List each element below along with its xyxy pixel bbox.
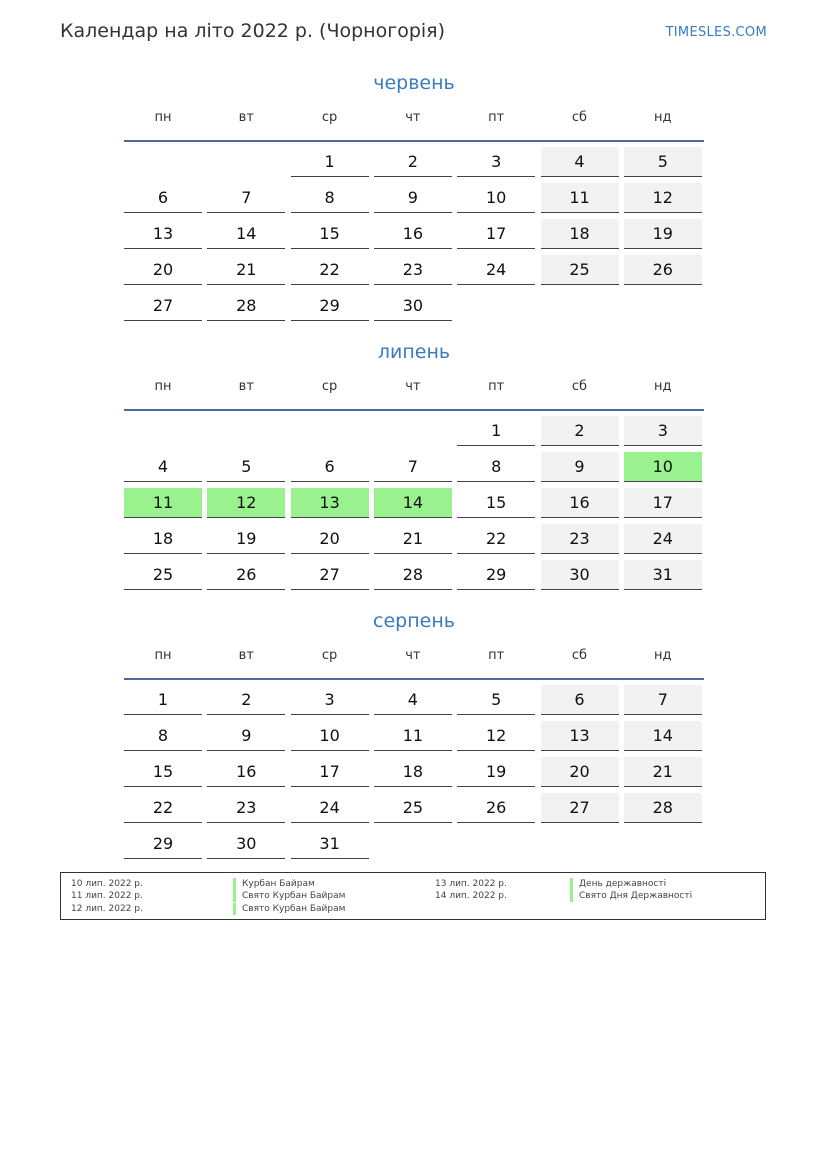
day-cell: 21 — [624, 757, 702, 787]
day-cell: 17 — [291, 757, 369, 787]
day-cell: 12 — [624, 183, 702, 213]
day-cell: 14 — [624, 721, 702, 751]
day-cell: 9 — [374, 183, 452, 213]
weekday-label: ср — [321, 379, 338, 394]
day-cell: 9 — [541, 452, 619, 482]
weekday-label: сб — [571, 110, 588, 125]
month-title: липень — [377, 341, 451, 363]
day-cell: 12 — [207, 488, 285, 518]
legend-holiday-name: Свято Курбан Байрам — [233, 890, 345, 902]
legend-date: 14 лип. 2022 р. — [435, 891, 507, 901]
day-cell: 21 — [207, 255, 285, 285]
day-cell: 8 — [291, 183, 369, 213]
day-cell: 30 — [374, 291, 452, 321]
day-cell: 12 — [457, 721, 535, 751]
day-cell: 15 — [124, 757, 202, 787]
day-cell: 19 — [207, 524, 285, 554]
day-cell: 13 — [291, 488, 369, 518]
day-cell: 26 — [457, 793, 535, 823]
day-cell: 31 — [624, 560, 702, 590]
weekday-header — [124, 106, 704, 142]
weekday-label: сб — [571, 648, 588, 663]
day-cell: 8 — [457, 452, 535, 482]
day-cell: 26 — [207, 560, 285, 590]
day-cell: 17 — [457, 219, 535, 249]
weekday-label: пт — [488, 379, 505, 394]
day-cell: 4 — [124, 452, 202, 482]
day-cell: 28 — [374, 560, 452, 590]
day-cell: 27 — [124, 291, 202, 321]
weekday-label: сб — [571, 379, 588, 394]
day-cell: 20 — [124, 255, 202, 285]
day-cell: 14 — [207, 219, 285, 249]
month-title: червень — [373, 72, 455, 94]
day-cell: 20 — [541, 757, 619, 787]
day-cell: 1 — [291, 147, 369, 177]
day-cell: 5 — [207, 452, 285, 482]
day-cell: 10 — [291, 721, 369, 751]
legend-holiday-name: Курбан Байрам — [233, 878, 315, 890]
day-cell: 18 — [541, 219, 619, 249]
day-cell: 11 — [374, 721, 452, 751]
month-july — [124, 339, 704, 584]
day-cell: 4 — [374, 685, 452, 715]
weekday-label: ср — [321, 110, 338, 125]
day-cell: 16 — [207, 757, 285, 787]
page-title: Календар на літо 2022 р. (Чорногорія) — [60, 20, 446, 42]
day-cell: 23 — [374, 255, 452, 285]
month-august — [124, 608, 704, 853]
day-cell: 25 — [124, 560, 202, 590]
day-cell: 2 — [374, 147, 452, 177]
day-cell: 25 — [541, 255, 619, 285]
day-cell: 2 — [541, 416, 619, 446]
day-cell: 30 — [207, 829, 285, 859]
day-cell: 22 — [291, 255, 369, 285]
weekday-label: нд — [654, 648, 672, 663]
legend-holiday-name: Свято Курбан Байрам — [233, 903, 345, 915]
weekday-label: пт — [488, 110, 505, 125]
day-cell: 11 — [541, 183, 619, 213]
day-cell: 9 — [207, 721, 285, 751]
weekday-label: пн — [154, 110, 172, 125]
day-cell: 23 — [207, 793, 285, 823]
day-cell: 20 — [291, 524, 369, 554]
day-cell: 10 — [624, 452, 702, 482]
weekday-label: чт — [405, 110, 421, 125]
day-cell: 28 — [624, 793, 702, 823]
day-cell: 5 — [624, 147, 702, 177]
day-cell: 17 — [624, 488, 702, 518]
day-cell: 24 — [624, 524, 702, 554]
day-cell: 3 — [624, 416, 702, 446]
day-cell: 27 — [541, 793, 619, 823]
weekday-label: вт — [238, 110, 254, 125]
day-cell: 22 — [124, 793, 202, 823]
brand-link[interactable]: TIMESLES.COM — [665, 25, 767, 40]
day-cell: 23 — [541, 524, 619, 554]
weekday-label: вт — [238, 648, 254, 663]
day-cell: 24 — [291, 793, 369, 823]
day-cell: 6 — [541, 685, 619, 715]
legend-date: 12 лип. 2022 р. — [71, 904, 143, 914]
day-cell: 19 — [624, 219, 702, 249]
day-cell: 28 — [207, 291, 285, 321]
day-cell: 30 — [541, 560, 619, 590]
day-cell: 15 — [291, 219, 369, 249]
day-cell: 8 — [124, 721, 202, 751]
day-cell: 3 — [457, 147, 535, 177]
holiday-legend — [60, 872, 766, 920]
day-cell: 19 — [457, 757, 535, 787]
day-cell: 13 — [541, 721, 619, 751]
weekday-header — [124, 644, 704, 680]
day-cell: 16 — [374, 219, 452, 249]
day-cell: 14 — [374, 488, 452, 518]
day-cell: 29 — [124, 829, 202, 859]
day-cell: 29 — [291, 291, 369, 321]
legend-date: 13 лип. 2022 р. — [435, 879, 507, 889]
day-cell: 6 — [291, 452, 369, 482]
legend-holiday-name: Свято Дня Державності — [570, 890, 692, 902]
day-cell: 22 — [457, 524, 535, 554]
day-cell: 11 — [124, 488, 202, 518]
legend-date: 10 лип. 2022 р. — [71, 879, 143, 889]
day-cell: 7 — [207, 183, 285, 213]
weekday-label: вт — [238, 379, 254, 394]
day-cell: 31 — [291, 829, 369, 859]
weekday-label: чт — [405, 648, 421, 663]
weekday-label: пн — [154, 648, 172, 663]
weekday-label: чт — [405, 379, 421, 394]
day-cell: 21 — [374, 524, 452, 554]
day-cell: 27 — [291, 560, 369, 590]
day-cell: 10 — [457, 183, 535, 213]
day-cell: 29 — [457, 560, 535, 590]
day-cell: 26 — [624, 255, 702, 285]
day-cell: 13 — [124, 219, 202, 249]
day-cell: 4 — [541, 147, 619, 177]
day-cell: 7 — [624, 685, 702, 715]
weekday-label: нд — [654, 110, 672, 125]
day-cell: 3 — [291, 685, 369, 715]
weekday-label: ср — [321, 648, 338, 663]
day-cell: 7 — [374, 452, 452, 482]
day-cell: 25 — [374, 793, 452, 823]
weekday-label: пт — [488, 648, 505, 663]
legend-date: 11 лип. 2022 р. — [71, 891, 143, 901]
month-june — [124, 70, 704, 315]
day-cell: 16 — [541, 488, 619, 518]
day-cell: 18 — [124, 524, 202, 554]
weekday-label: нд — [654, 379, 672, 394]
legend-holiday-name: День державності — [570, 878, 666, 890]
weekday-header — [124, 375, 704, 411]
day-cell: 2 — [207, 685, 285, 715]
month-title: серпень — [373, 610, 455, 632]
day-cell: 6 — [124, 183, 202, 213]
day-cell: 1 — [124, 685, 202, 715]
weekday-label: пн — [154, 379, 172, 394]
day-cell: 18 — [374, 757, 452, 787]
day-cell: 15 — [457, 488, 535, 518]
day-cell: 5 — [457, 685, 535, 715]
day-cell: 1 — [457, 416, 535, 446]
day-cell: 24 — [457, 255, 535, 285]
